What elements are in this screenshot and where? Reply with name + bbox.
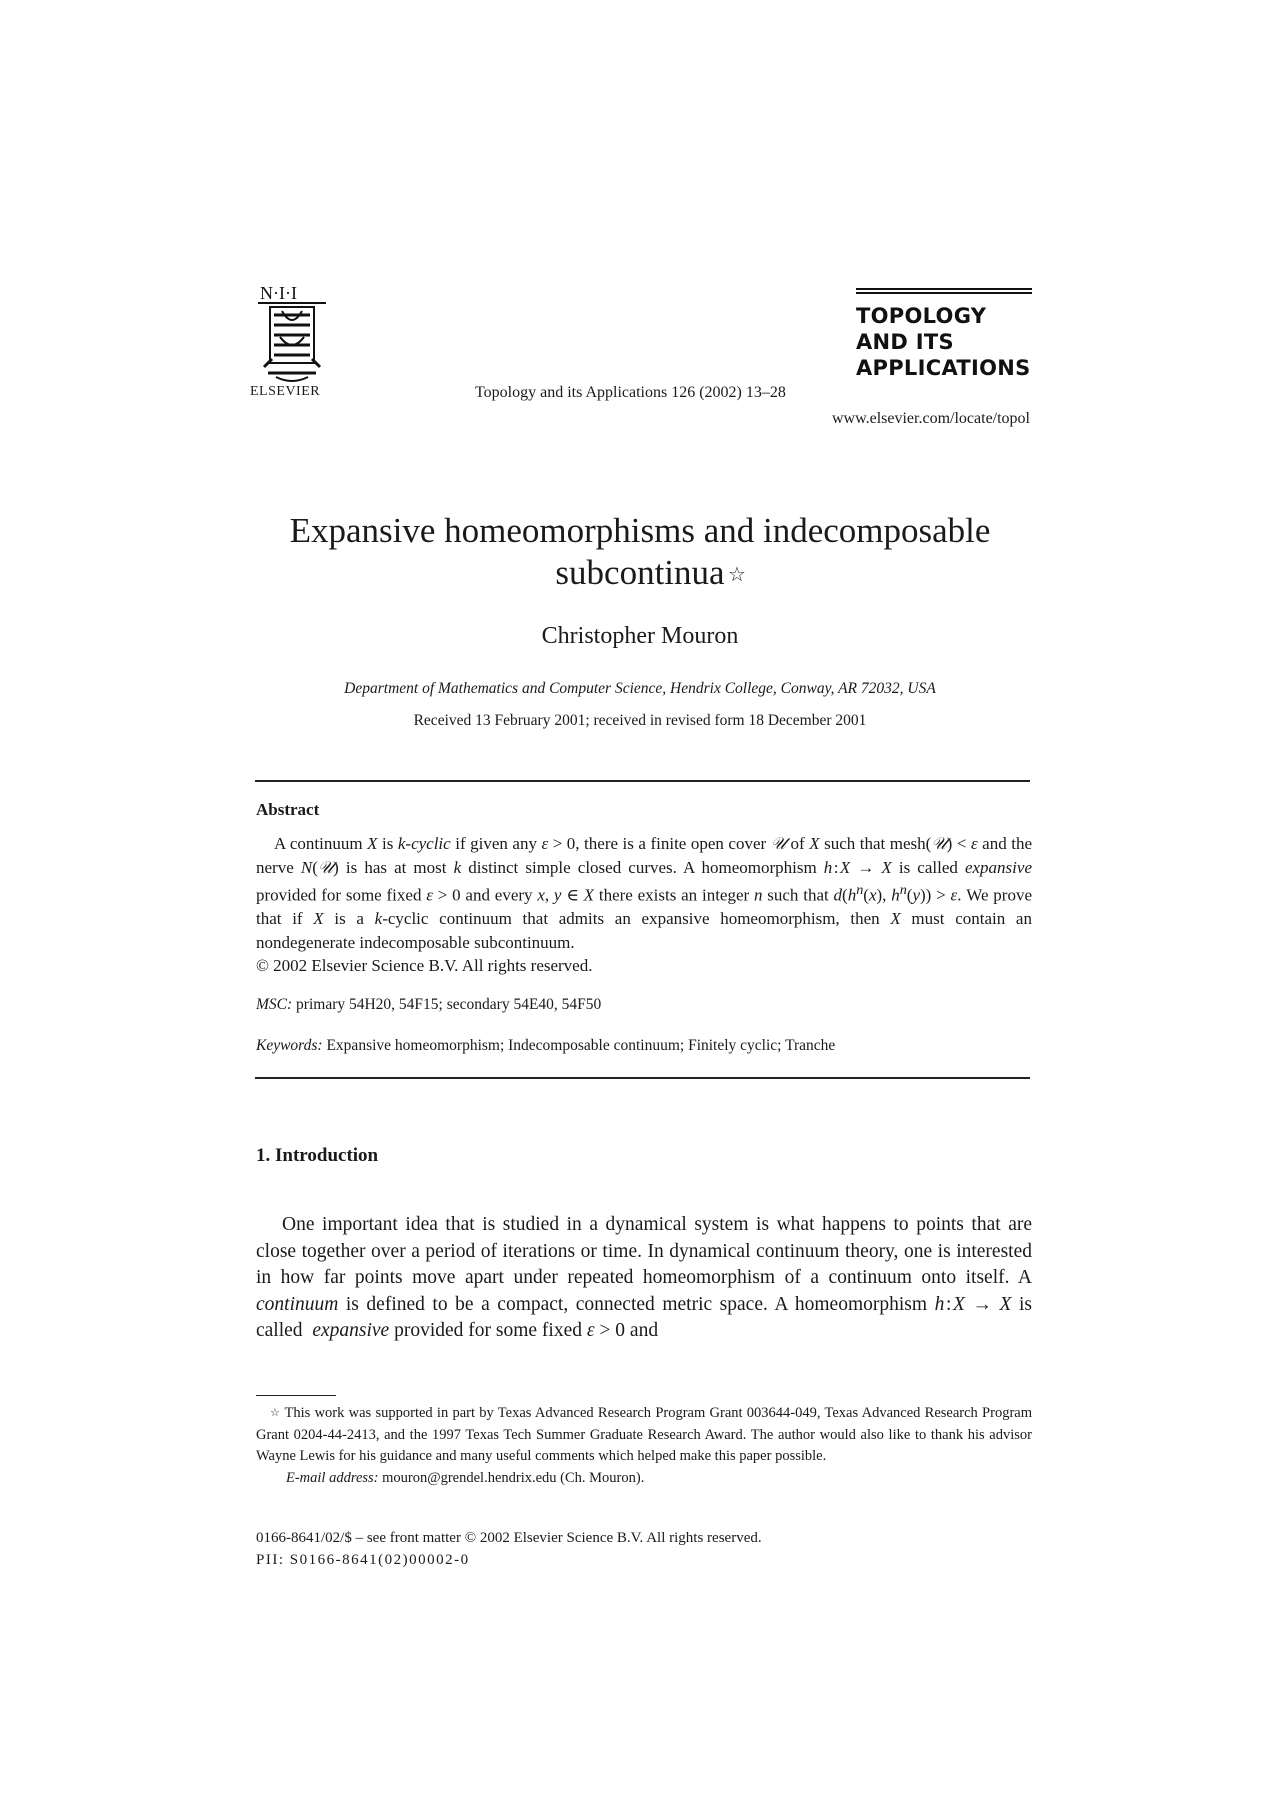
article-title	[0, 510, 1280, 594]
section-heading: 1. Introduction	[256, 1145, 379, 1166]
footnote	[256, 1403, 1032, 1489]
received-dates: Received 13 February 2001; received in revised form 18 December 2001	[413, 712, 867, 729]
journal-brand	[856, 288, 1032, 381]
email-label: E-mail address:	[286, 1469, 379, 1486]
msc-label: MSC:	[256, 996, 293, 1013]
msc-value: primary 54H20, 54F15; secondary 54E40, 54F50	[296, 996, 602, 1013]
abstract-copyright: © 2002 Elsevier Science B.V. All rights reserved.	[256, 956, 593, 976]
msc-codes	[256, 996, 1032, 1014]
footnote-text	[256, 1403, 1032, 1468]
footnote-marker: ☆	[270, 1407, 281, 1419]
title-footnote-marker[interactable]: ☆	[728, 564, 746, 586]
keywords-value: Expansive homeomorphism; Indecomposable continuum; Finitely cyclic; Tranche	[326, 1037, 836, 1054]
publisher-name: ELSEVIER	[250, 384, 321, 399]
author-name: Christopher Mouron	[541, 623, 739, 649]
author-affiliation: Department of Mathematics and Computer Science, Hendrix College, Conway, AR 72032, USA	[344, 680, 936, 697]
introduction-paragraph: One important idea that is studied in a dynamical system is what happens to points that are close together over a period of iterations or time. In dynamical continuum theory, one is interested in how far points move apart under repeated homeomorphism of a continuum onto itself. A continuum is defined to be a compact, connected metric space. A homeomorphism h : X → X is called expansive provided for some fixed ε > 0 and	[256, 1214, 1033, 1341]
issn-line: 0166-8641/02/$ – see front matter © 2002 Elsevier Science B.V. All rights reserved.	[256, 1530, 762, 1546]
introduction-body	[256, 1212, 1032, 1345]
email-address[interactable]: mouron@grendel.hendrix.edu (Ch. Mouron).	[382, 1469, 645, 1486]
keywords	[256, 1037, 1032, 1055]
divider	[255, 780, 1030, 782]
divider	[255, 1077, 1030, 1079]
footnote-body: This work was supported in part by Texas Advanced Research Program Grant 003644-049, Texas Advanced Research Program Grant 0204-44-2413, and the 1997 Texas Tech Summer Graduate Research Award. The author would also like to thank his advisor Wayne Lewis for his guidance and many useful comments which helped make this paper possible.	[256, 1405, 1032, 1464]
front-matter-info	[256, 1528, 762, 1571]
divider	[856, 288, 1032, 290]
article-title-text: Expansive homeomorphisms and indecomposable subcontinua	[289, 511, 991, 592]
abstract-heading: Abstract	[256, 800, 320, 819]
abstract-text: A continuum X is k-cyclic if given any ε > 0, there is a finite open cover 𝒰 of X such that mesh(𝒰) < ε and the nerve N(𝒰) is has at most k distinct simple closed curves. A homeomorphism h : X → X is called expansive provided for some fixed ε > 0 and every x, y ∈ X there exists an integer n such that $d(h^n(x)$, $h^n(y)) > \varepsilon$. We prove that if X is a k-cyclic continuum that admits an expansive homeomorphism, then X must contain an nondegenerate indecomposable subcontinuum.	[256, 834, 1032, 952]
journal-reference: Topology and its Applications 126 (2002) 13–28	[475, 384, 786, 401]
abstract-body	[256, 832, 1032, 978]
pii-line: PII: S0166-8641(02)00002-0	[256, 1551, 470, 1568]
divider	[856, 292, 1032, 294]
journal-brand-name: TOPOLOGY AND ITS APPLICATIONS	[856, 304, 1031, 380]
footnote-rule	[256, 1395, 336, 1396]
footnote-email	[256, 1468, 1032, 1490]
svg-text:N·I·I: N·I·I	[260, 285, 297, 303]
keywords-label: Keywords:	[256, 1037, 323, 1054]
journal-url[interactable]: www.elsevier.com/locate/topol	[831, 410, 1030, 427]
